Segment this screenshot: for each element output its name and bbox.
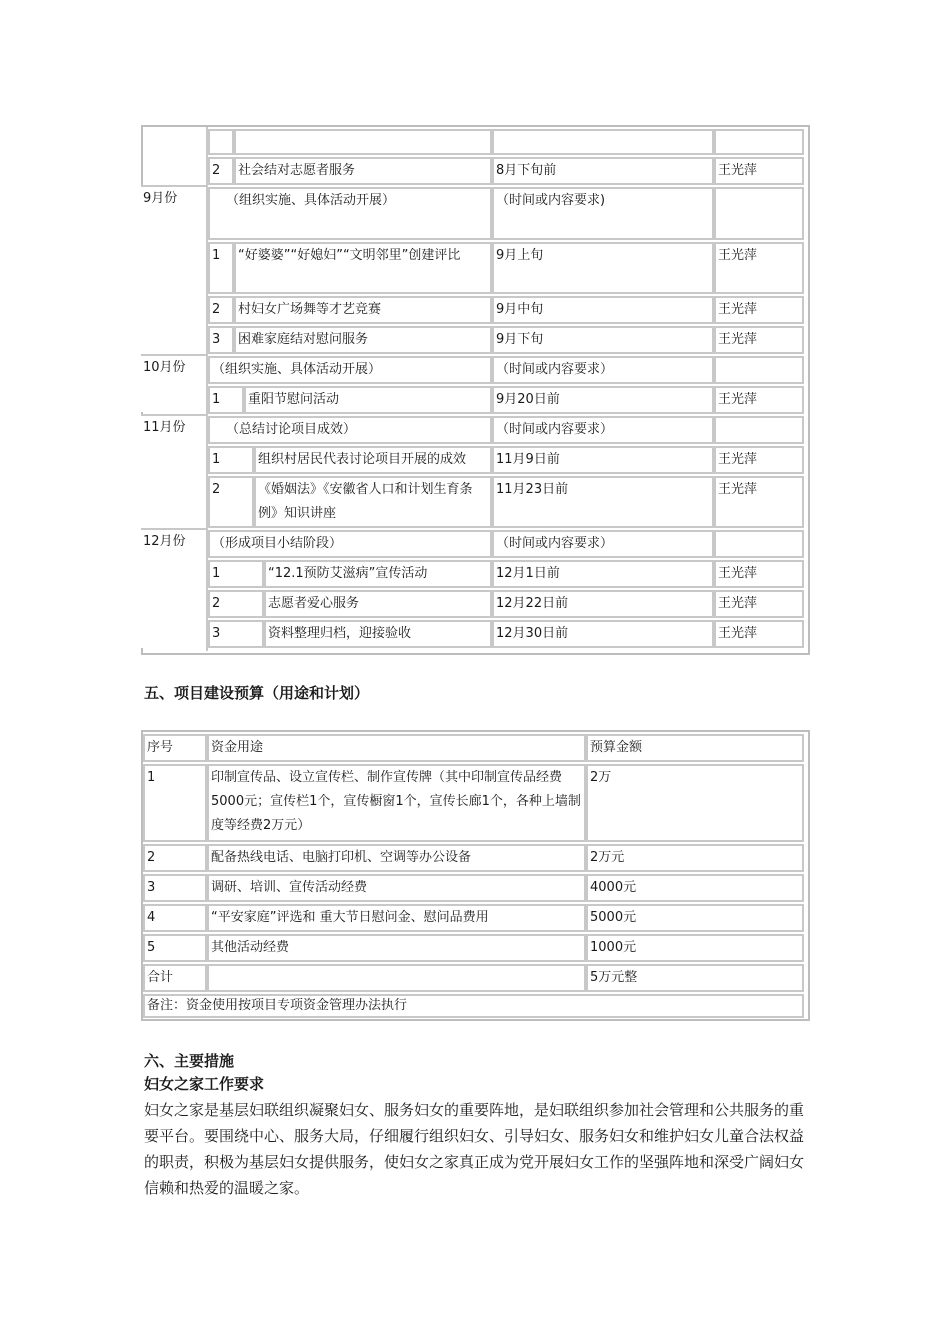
row-divider bbox=[141, 354, 208, 356]
table-cell-person: 王光萍 bbox=[714, 242, 804, 294]
table-cell-no: 2 bbox=[208, 590, 264, 618]
table-cell-empty bbox=[207, 964, 586, 992]
budget-header-no: 序号 bbox=[143, 734, 207, 762]
month-header-time: （时间或内容要求） bbox=[492, 416, 714, 444]
table-cell-no: 3 bbox=[208, 620, 264, 648]
table-cell-empty bbox=[714, 356, 804, 384]
row-divider bbox=[141, 528, 208, 530]
table-cell-person: 王光萍 bbox=[714, 157, 804, 185]
section6-subtitle: 妇女之家工作要求 bbox=[144, 1075, 265, 1093]
budget-cell-use: 印制宣传品、设立宣传栏、制作宣传牌（其中印制宣传品经费5000元；宣传栏1个，宣传橱窗1个，宣传长廊1个，各种上墙制度等经费2万元） bbox=[207, 764, 586, 842]
table-cell-time: 12月30日前 bbox=[492, 620, 714, 648]
table-cell-content: 《婚姻法》《安徽省人口和计划生育条例》知识讲座 bbox=[254, 476, 492, 528]
table-cell-content: “好婆婆”“好媳妇”“文明邻里”创建评比 bbox=[234, 242, 492, 294]
month-header-time: （时间或内容要求) bbox=[492, 187, 714, 240]
month-header-time: （时间或内容要求） bbox=[492, 530, 714, 558]
table-cell-person: 王光萍 bbox=[714, 590, 804, 618]
table-cell-no: 3 bbox=[208, 326, 234, 354]
table-cell-content: 困难家庭结对慰问服务 bbox=[234, 326, 492, 354]
table-cell-person: 王光萍 bbox=[714, 476, 804, 528]
row-divider bbox=[141, 185, 208, 187]
budget-cell-amount: 2万元 bbox=[586, 844, 804, 872]
month-header-time: （时间或内容要求） bbox=[492, 356, 714, 384]
table-cell-time: 9月上旬 bbox=[492, 242, 714, 294]
table-cell-time: 12月22日前 bbox=[492, 590, 714, 618]
table-cell-person: 王光萍 bbox=[714, 446, 804, 474]
budget-cell-no: 3 bbox=[143, 874, 207, 902]
table-cell-time: 12月1日前 bbox=[492, 560, 714, 588]
table-cell-time: 8月下旬前 bbox=[492, 157, 714, 185]
section6-body: 妇女之家是基层妇联组织凝聚妇女、服务妇女的重要阵地，是妇联组织参加社会管理和公共服务的重要平台。要围绕中心、服务大局，仔细履行组织妇女、引导妇女、服务妇女和维护妇女儿童合法权益的职责，积极为基层妇女提供服务，使妇女之家真正成为党开展妇女工作的坚强阵地和深受广阔妇女信赖和热爱的温暖之家。 bbox=[144, 1101, 805, 1197]
table-cell-content: 资料整理归档，迎接验收 bbox=[264, 620, 492, 648]
table-cell-content: 重阳节慰问活动 bbox=[244, 386, 492, 414]
budget-cell-use: “平安家庭”评选和 重大节日慰问金、慰问品费用 bbox=[207, 904, 586, 932]
budget-header-amount: 预算金额 bbox=[586, 734, 804, 762]
table-cell-content: 组织村居民代表讨论项目开展的成效 bbox=[254, 446, 492, 474]
budget-cell-amount: 2万 bbox=[586, 764, 804, 842]
budget-cell-no: 1 bbox=[143, 764, 207, 842]
table-cell-person: 王光萍 bbox=[714, 296, 804, 324]
table-cell-content: 志愿者爱心服务 bbox=[264, 590, 492, 618]
column-divider bbox=[206, 127, 208, 651]
table-cell-no: 1 bbox=[208, 446, 254, 474]
table-cell-empty bbox=[208, 129, 234, 155]
month-header-content: （组织实施、具体活动开展） bbox=[208, 356, 492, 384]
table-cell-no: 2 bbox=[208, 296, 234, 324]
budget-cell-use: 其他活动经费 bbox=[207, 934, 586, 962]
table-cell-no: 1 bbox=[208, 560, 264, 588]
budget-total-label: 合计 bbox=[143, 964, 207, 992]
section5-title: 五、项目建设预算（用途和计划） bbox=[144, 684, 370, 702]
budget-note: 备注：资金使用按项目专项资金管理办法执行 bbox=[143, 994, 804, 1018]
month-label-sep: 9月份 bbox=[141, 187, 208, 355]
table-cell-content: “12.1预防艾滋病”宣传活动 bbox=[264, 560, 492, 588]
budget-cell-no: 4 bbox=[143, 904, 207, 932]
table-cell-empty bbox=[492, 129, 714, 155]
budget-cell-amount: 4000元 bbox=[586, 874, 804, 902]
budget-total-amount: 5万元整 bbox=[586, 964, 804, 992]
table-cell-time: 11月23日前 bbox=[492, 476, 714, 528]
table-cell-empty bbox=[714, 129, 804, 155]
table-cell-time: 11月9日前 bbox=[492, 446, 714, 474]
budget-cell-use: 调研、培训、宣传活动经费 bbox=[207, 874, 586, 902]
table-cell-no: 2 bbox=[208, 157, 234, 185]
table-cell-time: 9月20日前 bbox=[492, 386, 714, 414]
table-cell-content: 社会结对志愿者服务 bbox=[234, 157, 492, 185]
table-cell-time: 9月中旬 bbox=[492, 296, 714, 324]
section6-title: 六、主要措施 bbox=[144, 1052, 235, 1070]
month-label-dec: 12月份 bbox=[141, 530, 208, 648]
month-label-oct: 10月份 bbox=[141, 356, 208, 412]
table-cell-empty bbox=[714, 187, 804, 240]
month-label-nov: 11月份 bbox=[141, 416, 208, 528]
table-cell-empty bbox=[234, 129, 492, 155]
table-cell-person: 王光萍 bbox=[714, 386, 804, 414]
budget-cell-no: 5 bbox=[143, 934, 207, 962]
budget-header-use: 资金用途 bbox=[207, 734, 586, 762]
table-cell-person: 王光萍 bbox=[714, 326, 804, 354]
table-cell-time: 9月下旬 bbox=[492, 326, 714, 354]
budget-cell-use: 配备热线电话、电脑打印机、空调等办公设备 bbox=[207, 844, 586, 872]
budget-cell-amount: 1000元 bbox=[586, 934, 804, 962]
month-header-content: （总结讨论项目成效） bbox=[208, 416, 492, 444]
table-cell-empty bbox=[714, 530, 804, 558]
table-cell-empty bbox=[714, 416, 804, 444]
table-cell-no: 2 bbox=[208, 476, 254, 528]
table-cell-person: 王光萍 bbox=[714, 560, 804, 588]
month-header-content: （组织实施、具体活动开展） bbox=[208, 187, 492, 240]
table-cell-content: 村妇女广场舞等才艺竞赛 bbox=[234, 296, 492, 324]
budget-cell-no: 2 bbox=[143, 844, 207, 872]
budget-cell-amount: 5000元 bbox=[586, 904, 804, 932]
row-divider bbox=[141, 414, 208, 416]
table-cell-no: 1 bbox=[208, 242, 234, 294]
table-cell-no: 1 bbox=[208, 386, 244, 414]
table-cell-person: 王光萍 bbox=[714, 620, 804, 648]
month-header-content: （形成项目小结阶段） bbox=[208, 530, 492, 558]
